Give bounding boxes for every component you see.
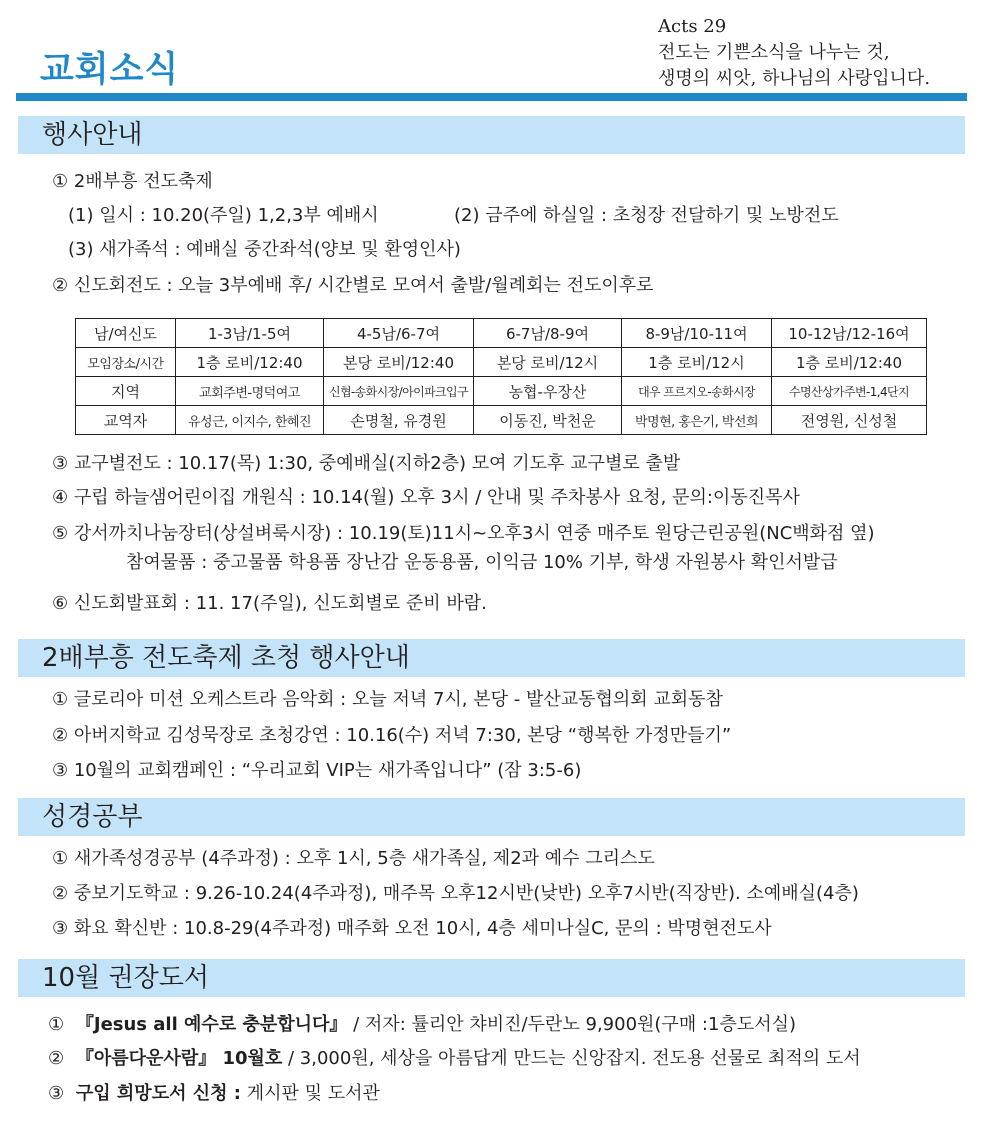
table-row <box>76 377 927 406</box>
book-number: ③ <box>48 1083 65 1104</box>
festival-item-3: ③ 10월의 교회캠페인 : “우리교회 VIP는 새가족입니다” (잠 3:5-6) <box>52 760 582 781</box>
table-cell: 이동진, 박천운 <box>474 406 622 435</box>
table-cell: 전영원, 신성철 <box>772 406 927 435</box>
events-item-5: ⑤ 강서까치나눔장터(상설벼룩시장) : 10.19(토)11시~오후3시 연중 매주토 원당근린공원(NC백화점 옆) <box>52 523 875 544</box>
table-cell: 농협-우장산 <box>474 377 622 406</box>
table-cell: 1층 로비/12:40 <box>772 348 927 377</box>
section-heading-festival: 2배부흥 전도축제 초청 행사안내 <box>18 639 965 677</box>
events-item-5-items: 참여물품 : 중고물품 학용품 장난감 운동용품, 이익금 10% 기부, 학생 자원봉사 확인서발급 <box>126 552 838 573</box>
book-item-3 <box>48 1082 380 1106</box>
table-cell: 모임장소/시간 <box>76 348 176 377</box>
events-item-3: ③ 교구별전도 : 10.17(목) 1:30, 중예배실(지하2층) 모여 기도후 교구별로 출발 <box>52 453 681 474</box>
verse-line-1: 전도는 기쁜소식을 나누는 것, <box>658 42 890 63</box>
book-details: / 저자: 튤리안 챠비진/두란노 9,900원(구매 :1층도서실) <box>347 1014 797 1035</box>
events-item-1-todo: (2) 금주에 하실일 : 초청장 전달하기 및 노방전도 <box>454 205 839 226</box>
book-details: / 3,000원, 세상을 아름답게 만드는 신앙잡지. 전도용 선물로 최적의 도서 <box>282 1048 861 1069</box>
table-cell: 신협-송화시장/아이파크입구 <box>324 377 474 406</box>
table-cell: 1층 로비/12:40 <box>176 348 324 377</box>
evangelism-schedule-table <box>75 318 927 435</box>
table-cell: 본당 로비/12시 <box>474 348 622 377</box>
section-heading-bible-study: 성경공부 <box>18 798 965 836</box>
book-item-2 <box>48 1047 861 1071</box>
events-item-1: ① 2배부흥 전도축제 <box>52 171 213 192</box>
table-cell: 지역 <box>76 377 176 406</box>
table-cell: 대우 프르지오-송화시장 <box>622 377 772 406</box>
verse-reference: Acts 29 <box>658 16 727 37</box>
festival-item-2: ② 아버지학교 김성묵장로 초청강연 : 10.16(수) 저녁 7:30, 본당 “행복한 가정만들기” <box>52 725 732 746</box>
events-item-2: ② 신도회전도 : 오늘 3부예배 후/ 시간별로 모여서 출발/월례회는 전도이후로 <box>52 275 654 296</box>
events-item-1-seats: (3) 새가족석 : 예배실 중간좌석(양보 및 환영인사) <box>68 239 461 260</box>
table-cell: 10-12남/12-16여 <box>772 319 927 348</box>
book-request-label: 구입 희망도서 신청 : <box>75 1083 241 1104</box>
table-cell: 유성근, 이지수, 한혜진 <box>176 406 324 435</box>
table-cell: 손명철, 유경원 <box>324 406 474 435</box>
book-number: ① <box>48 1014 65 1035</box>
table-row <box>76 319 927 348</box>
book-request-details: 게시판 및 도서관 <box>240 1083 380 1104</box>
table-cell: 1-3남/1-5여 <box>176 319 324 348</box>
verse-line-2: 생명의 씨앗, 하나님의 사랑입니다. <box>658 68 931 89</box>
table-cell: 8-9남/10-11여 <box>622 319 772 348</box>
events-item-6: ⑥ 신도회발표회 : 11. 17(주일), 신도회별로 준비 바람. <box>52 593 487 614</box>
festival-item-1: ① 글로리아 미션 오케스트라 음악회 : 오늘 저녁 7시, 본당 - 발산교동협의회 교회동참 <box>52 689 723 710</box>
header-verse <box>658 14 930 92</box>
events-item-4: ④ 구립 하늘샘어린이집 개원식 : 10.14(월) 오후 3시 / 안내 및 주차봉사 요청, 문의:이동진목사 <box>52 487 800 508</box>
book-title: 『Jesus all 예수로 충분합니다』 <box>75 1014 348 1035</box>
table-cell: 6-7남/8-9여 <box>474 319 622 348</box>
table-cell: 본당 로비/12:40 <box>324 348 474 377</box>
table-cell: 교회주변-명덕여고 <box>176 377 324 406</box>
table-cell: 남/여신도 <box>76 319 176 348</box>
table-cell: 박명현, 홍은기, 박선희 <box>622 406 772 435</box>
section-heading-events: 행사안내 <box>18 116 965 154</box>
table-cell: 1층 로비/12시 <box>622 348 772 377</box>
bible-item-1: ① 새가족성경공부 (4주과정) : 오후 1시, 5층 새가족실, 제2과 예수 그리스도 <box>52 848 655 869</box>
page-title: 교회소식 <box>40 50 180 90</box>
table-cell: 교역자 <box>76 406 176 435</box>
table-cell: 수명산상가주변-1,4단지 <box>772 377 927 406</box>
table-row <box>76 348 927 377</box>
book-title: 『아름다운사람』 10월호 <box>75 1048 283 1069</box>
book-item-1 <box>48 1013 796 1037</box>
table-row <box>76 406 927 435</box>
bible-item-2: ② 중보기도학교 : 9.26-10.24(4주과정), 매주목 오후12시반(낮반) 오후7시반(직장반). 소예배실(4층) <box>52 883 859 904</box>
section-heading-books: 10월 권장도서 <box>18 959 965 997</box>
table-cell: 4-5남/6-7여 <box>324 319 474 348</box>
bible-item-3: ③ 화요 확신반 : 10.8-29(4주과정) 매주화 오전 10시, 4층 세미나실C, 문의 : 박명현전도사 <box>52 918 772 939</box>
events-item-1-date: (1) 일시 : 10.20(주일) 1,2,3부 예배시 <box>68 205 379 226</box>
header-divider <box>16 93 967 101</box>
book-number: ② <box>48 1048 65 1069</box>
